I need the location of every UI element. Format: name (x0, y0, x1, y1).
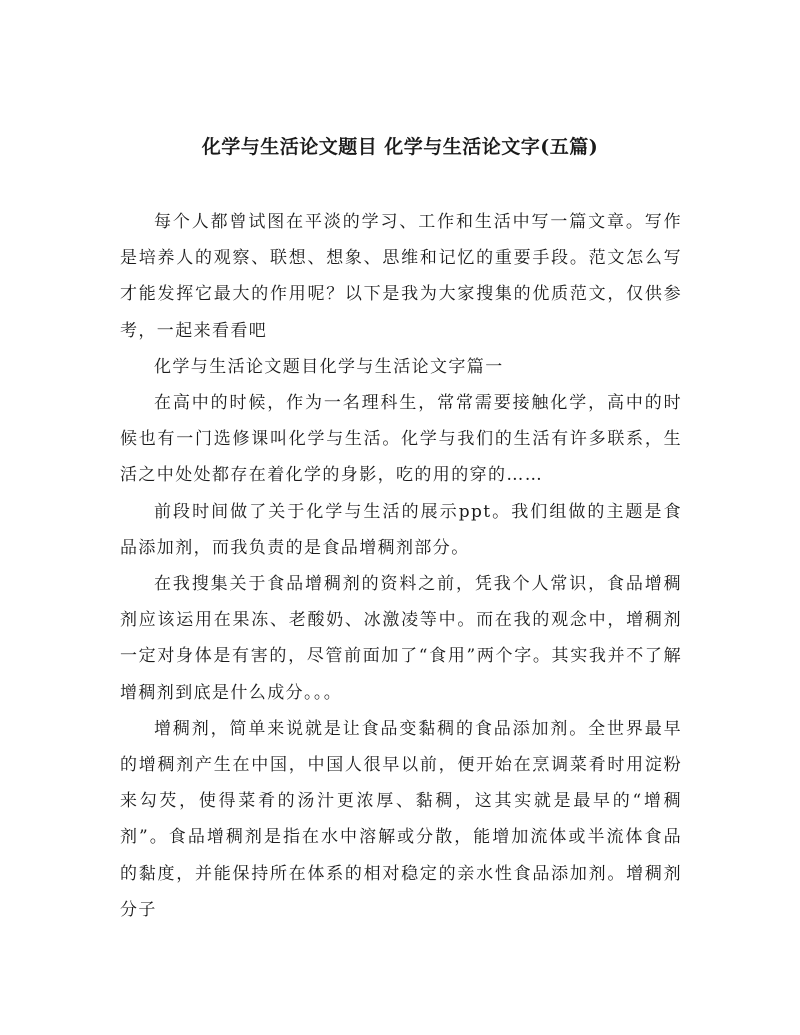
paragraph-intro: 每个人都曾试图在平淡的学习、工作和生活中写一篇文章。写作是培养人的观察、联想、想象、思维和记忆的重要手段。范文怎么写才能发挥它最大的作用呢？以下是我为大家搜集的优质范文，仅供参考，一起来看看吧 (120, 212, 682, 341)
paragraph-3: 在我搜集关于食品增稠剂的资料之前，凭我个人常识，食品增稠剂应该运用在果冻、老酸奶、冰激凌等中。而在我的观念中，增稠剂一定对身体是有害的，尽管前面加了“食用”两个字。其实我并不了解增稠剂到底是什么成分。。。 (120, 574, 682, 703)
document-title: 化学与生活论文题目 化学与生活论文字(五篇) (201, 136, 599, 158)
paragraph-1: 在高中的时候，作为一名理科生，常常需要接触化学，高中的时候也有一门选修课叫化学与生活。化学与我们的生活有许多联系，生活之中处处都存在着化学的身影，吃的用的穿的…… (120, 393, 682, 486)
section-heading: 化学与生活论文题目化学与生活论文字篇一 (154, 356, 504, 377)
paragraph-2: 前段时间做了关于化学与生活的展示ppt。我们组做的主题是食品添加剂，而我负责的是食品增稠剂部分。 (120, 501, 682, 558)
paragraph-4: 增稠剂，简单来说就是让食品变黏稠的食品添加剂。全世界最早的增稠剂产生在中国，中国人很早以前，便开始在烹调菜肴时用淀粉来勾芡，使得菜肴的汤汁更浓厚、黏稠，这其实就是最早的“增稠剂”。食品增稠剂是指在水中溶解或分散，能增加流体或半流体食品的黏度，并能保持所在体系的相对稳定的亲水性食品添加剂。增稠剂分子 (120, 718, 682, 920)
document-body (120, 204, 682, 928)
